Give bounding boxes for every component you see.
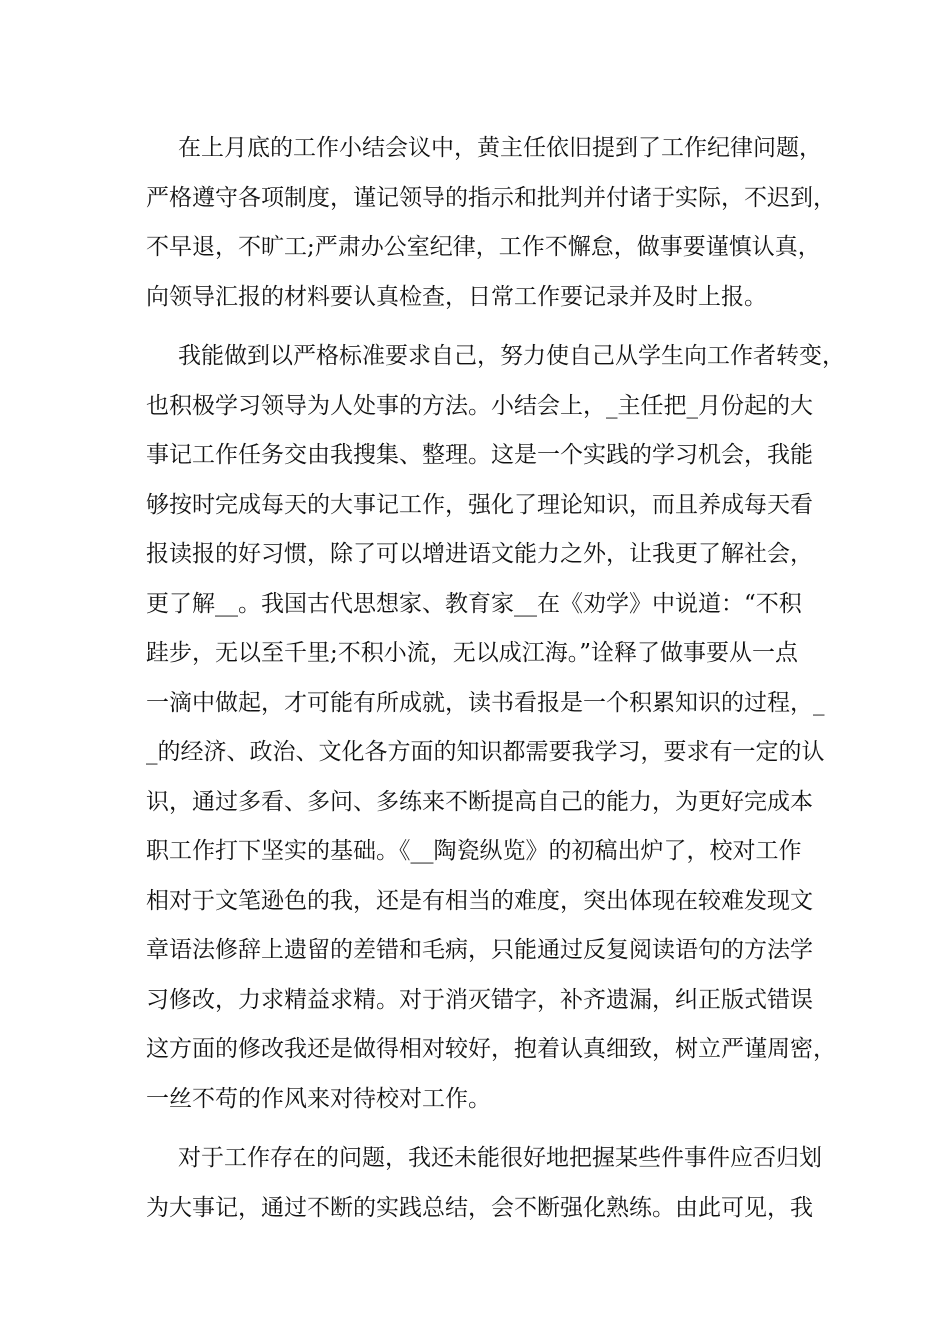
text-line: 更了解__。我国古代思想家、教育家__在《劝学》中说道：“不积: [146, 590, 802, 617]
body-text: [146, 124, 845, 1243]
text-line: 这方面的修改我还是做得相对较好，抱着认真细致，树立严谨周密，: [146, 1036, 836, 1062]
text-line: 严格遵守各项制度，谨记领导的指示和批判并付诸于实际，不迟到，: [146, 184, 836, 211]
text-line: 一丝不苟的作风来对待校对工作。: [146, 1085, 491, 1112]
text-line: 章语法修辞上遗留的差错和毛病，只能通过反复阅读语句的方法学: [146, 937, 813, 963]
paragraph-2: [146, 332, 845, 1124]
text-line: 对于工作存在的问题，我还未能很好地把握某些件事件应否归划: [178, 1145, 822, 1171]
text-line: 也积极学习领导为人处事的方法。小结会上，_主任把_月份起的大: [146, 392, 813, 419]
text-line: 报读报的好习惯，除了可以增进语文能力之外，让我更了解社会，: [146, 541, 813, 567]
text-line: 职工作打下坚实的基础。《__陶瓷纵览》的初稿出炉了，校对工作: [146, 838, 802, 864]
text-line: 识，通过多看、多问、多练来不断提高自己的能力，为更好完成本: [146, 788, 813, 815]
text-line: 跬步，无以至千里;不积小流，无以成江海。”诠释了做事要从一点: [146, 640, 799, 666]
text-line: 够按时完成每天的大事记工作，强化了理论知识，而且养成每天看: [146, 491, 813, 518]
paragraph-3: [146, 1134, 820, 1233]
text-line: 我能做到以严格标准要求自己，努力使自己从学生向工作者转变，: [178, 343, 845, 369]
paragraph-1: [146, 124, 836, 322]
text-line: 在上月底的工作小结会议中，黄主任依旧提到了工作纪律问题，: [178, 135, 822, 161]
text-line: _的经济、政治、文化各方面的知识都需要我学习，要求有一定的认: [146, 739, 825, 765]
text-line: 不早退，不旷工;严肃办公室纪律，工作不懈怠，做事要谨慎认真，: [146, 234, 821, 260]
text-line: 向领导汇报的材料要认真检查，日常工作要记录并及时上报。: [146, 283, 767, 310]
text-line: 为大事记，通过不断的实践总结，会不断强化熟练。由此可见，我: [146, 1194, 813, 1221]
text-line: 事记工作任务交由我搜集、整理。这是一个实践的学习机会，我能: [146, 442, 813, 468]
text-line: 一滴中做起，才可能有所成就，读书看报是一个积累知识的过程，_: [146, 689, 825, 716]
text-line: 相对于文笔逊色的我，还是有相当的难度，突出体现在较难发现文: [146, 887, 813, 914]
text-line: 习修改，力求精益求精。对于消灭错字，补齐遗漏，纠正版式错误: [146, 986, 813, 1013]
